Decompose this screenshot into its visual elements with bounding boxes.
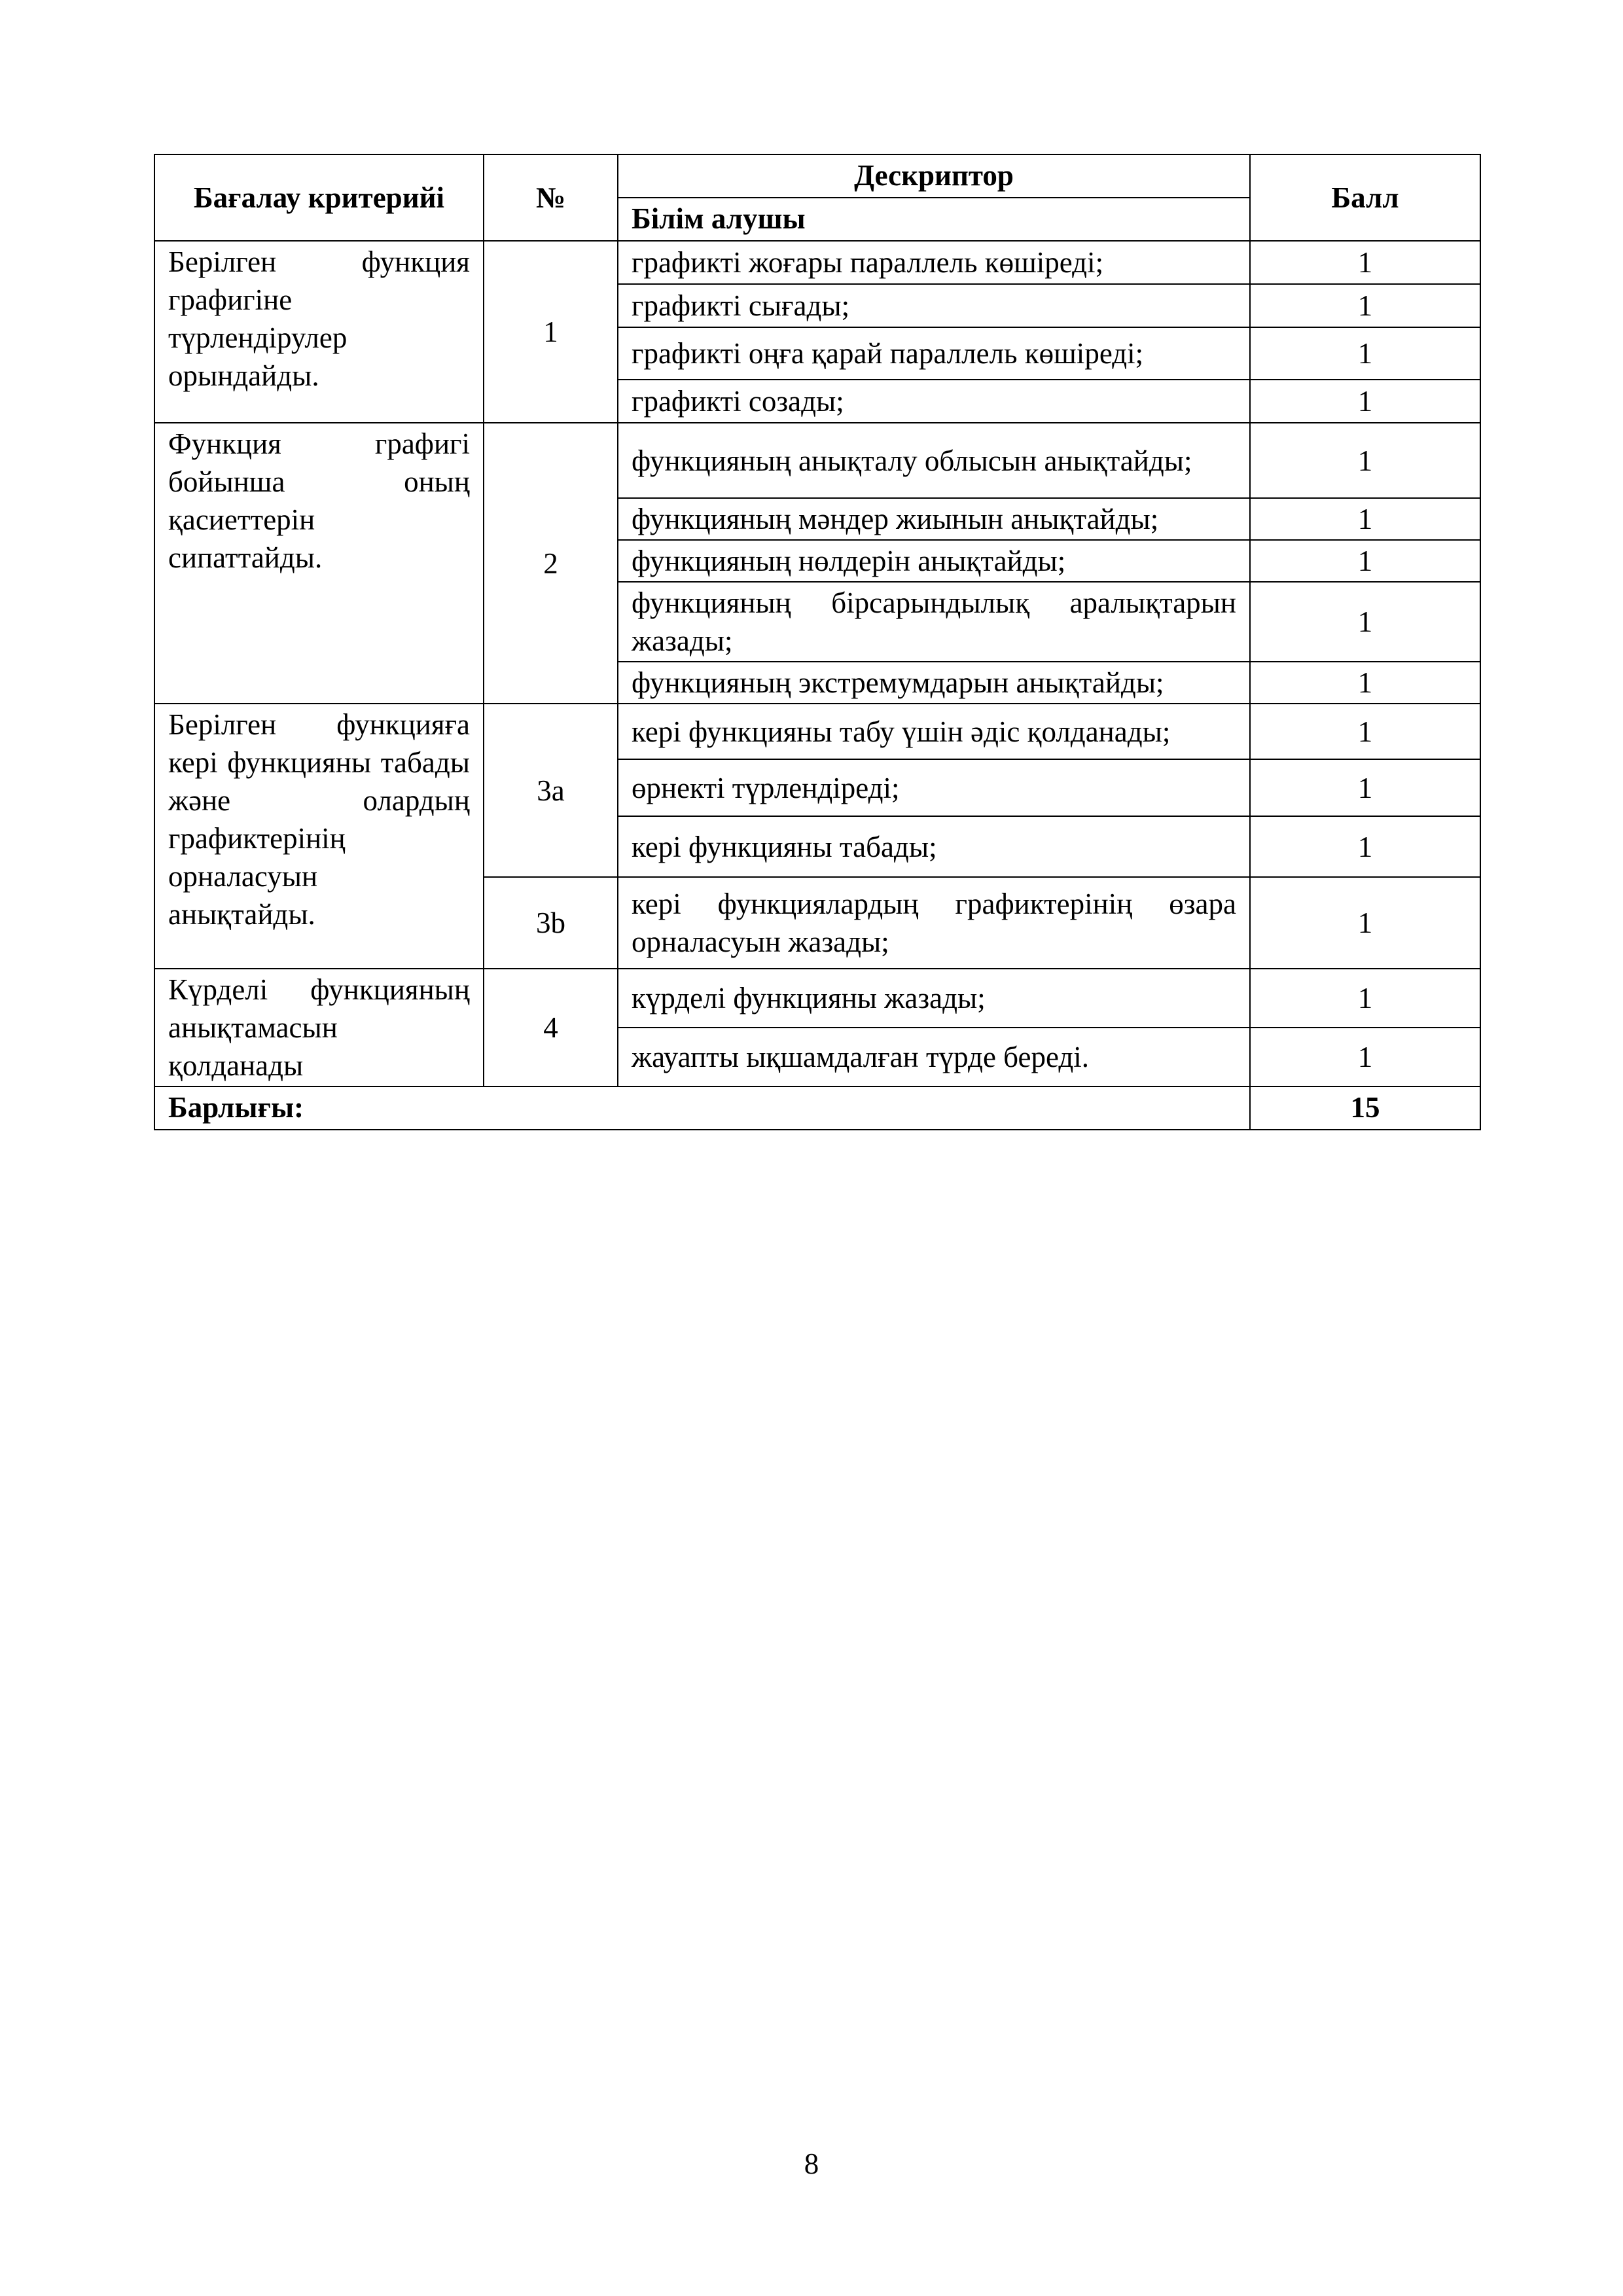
score-cell: 1 [1250, 241, 1480, 284]
score-cell: 1 [1250, 816, 1480, 877]
descriptor-cell: функцияның мәндер жиынын анықтайды; [618, 498, 1250, 540]
header-learner: Білім алушы [618, 198, 1250, 241]
header-number: № [484, 154, 618, 241]
criterion-cell: Берілген функцияға кері функцияны табады және олардың графиктерінің орналасуын анықтайды. [154, 704, 484, 969]
number-cell: 4 [484, 969, 618, 1086]
score-cell: 1 [1250, 423, 1480, 498]
score-cell: 1 [1250, 759, 1480, 816]
header-criteria: Бағалау критерийі [154, 154, 484, 241]
total-value: 15 [1250, 1086, 1480, 1130]
rubric-body [154, 241, 1480, 1086]
descriptor-cell: кері функциялардың графиктерінің өзара орналасуын жазады; [618, 877, 1250, 969]
descriptor-cell: функцияның нөлдерін анықтайды; [618, 540, 1250, 582]
descriptor-cell: графикті сығады; [618, 284, 1250, 327]
score-cell: 1 [1250, 284, 1480, 327]
descriptor-cell: функцияның экстремумдарын анықтайды; [618, 662, 1250, 704]
table-row [154, 969, 1480, 1028]
criterion-cell: Функция графигі бойынша оның қасиеттерін сипаттайды. [154, 423, 484, 704]
score-cell: 1 [1250, 327, 1480, 380]
table-row [154, 704, 1480, 759]
descriptor-cell: графикті созады; [618, 380, 1250, 423]
descriptor-cell: функцияның анықталу облысын анықтайды; [618, 423, 1250, 498]
score-cell: 1 [1250, 540, 1480, 582]
score-cell: 1 [1250, 877, 1480, 969]
rubric-table [154, 154, 1481, 1130]
descriptor-cell: кері функцияны табу үшін әдіс қолданады; [618, 704, 1250, 759]
page-number: 8 [804, 2147, 819, 2180]
descriptor-cell: графикті жоғары параллель көшіреді; [618, 241, 1250, 284]
score-cell: 1 [1250, 1028, 1480, 1086]
number-cell: 3a [484, 704, 618, 877]
total-label: Барлығы: [154, 1086, 1250, 1130]
header-descriptor: Дескриптор [618, 154, 1250, 198]
table-row [154, 241, 1480, 284]
score-cell: 1 [1250, 969, 1480, 1028]
descriptor-cell: жауапты ықшамдалған түрде береді. [618, 1028, 1250, 1086]
number-cell: 2 [484, 423, 618, 704]
criterion-cell: Күрделі функцияның анықтамасын қолданады [154, 969, 484, 1086]
score-cell: 1 [1250, 498, 1480, 540]
total-row [154, 1086, 1480, 1130]
score-cell: 1 [1250, 582, 1480, 662]
descriptor-cell: функцияның бірсарындылық аралықтарын жазады; [618, 582, 1250, 662]
descriptor-cell: графикті оңға қарай параллель көшіреді; [618, 327, 1250, 380]
descriptor-cell: күрделі функцияны жазады; [618, 969, 1250, 1028]
descriptor-cell: кері функцияны табады; [618, 816, 1250, 877]
score-cell: 1 [1250, 380, 1480, 423]
table-row [154, 423, 1480, 498]
header-score: Балл [1250, 154, 1480, 241]
criterion-cell: Берілген функция графигіне түрлендірулер орындайды. [154, 241, 484, 423]
score-cell: 1 [1250, 704, 1480, 759]
score-cell: 1 [1250, 662, 1480, 704]
descriptor-cell: өрнекті түрлендіреді; [618, 759, 1250, 816]
number-cell: 3b [484, 877, 618, 969]
number-cell: 1 [484, 241, 618, 423]
header-row-top [154, 154, 1480, 198]
